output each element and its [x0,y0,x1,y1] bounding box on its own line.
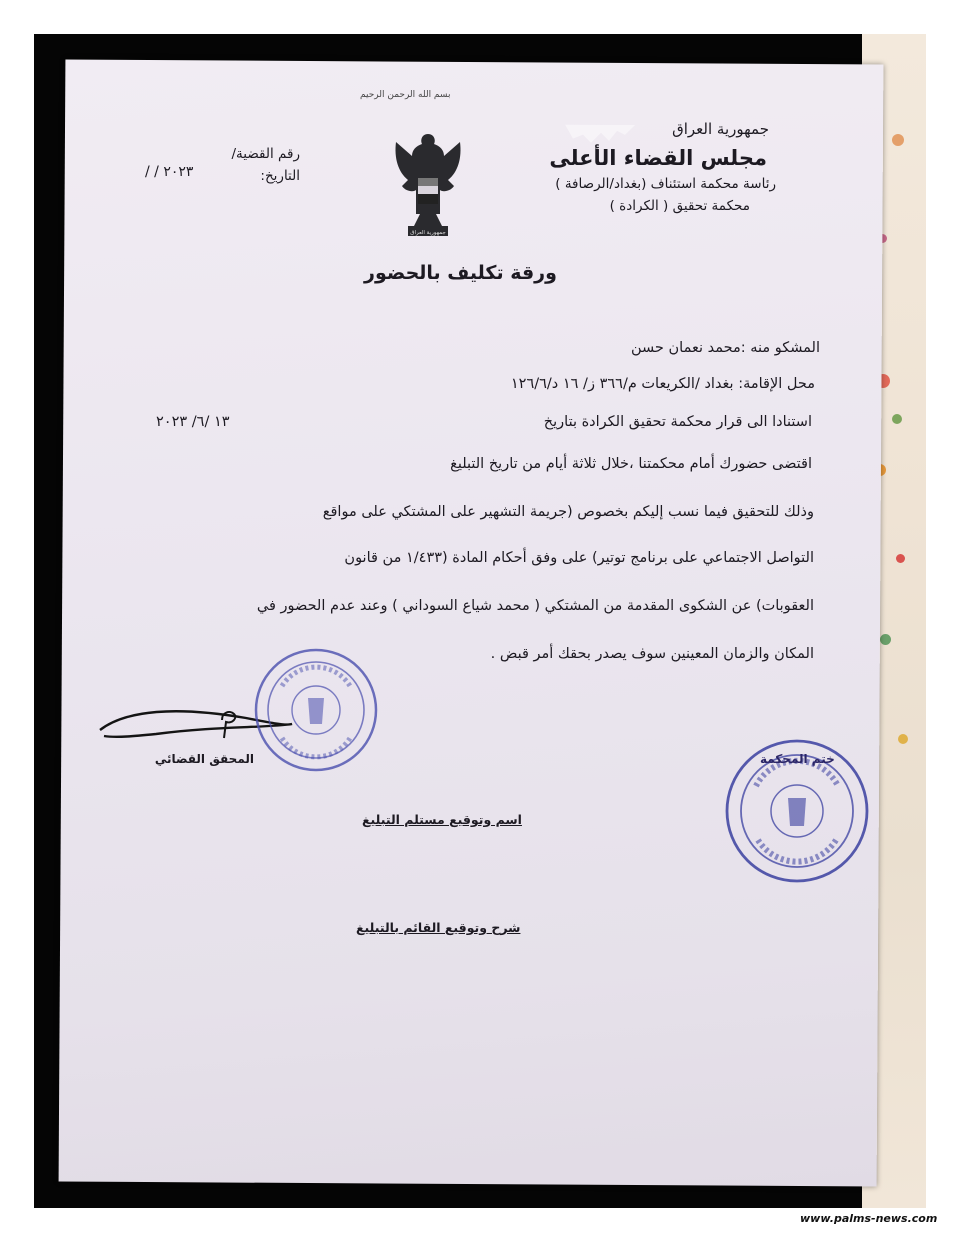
explanation-label: شرح وتوقيع القائم بالتبليغ [356,920,521,935]
date-value: / / ٢٠٢٣ [145,164,194,180]
basmala-text: بسم الله الرحمن الرحيم [360,90,451,100]
court-stamp-label: ختم المحكمة [760,752,835,766]
body-line-2: اقتضى حضورك أمام محكمتنا ،خلال ثلاثة أيام من تاريخ التبليغ [450,456,812,472]
case-number-label: رقم القضية/ [231,146,300,162]
court-seal-left-icon [252,646,380,774]
body-line-5: العقوبات) عن الشكوى المقدمة من المشتكي ( محمد شياع السوداني ) وعند عدم الحضور في [256,598,814,614]
decision-date: ١٣ /٦/ ٢٠٢٣ [156,414,230,430]
date-label: التاريخ: [260,168,300,184]
body-line-1: استنادا الى قرار محكمة تحقيق الكرادة بتاريخ [543,414,812,430]
investigator-label: المحقق القضائي [154,752,254,766]
defendant-line: المشكو منه :محمد نعمان حسن [630,340,820,356]
residence-line: محل الإقامة: بغداد /الكريعات م/٣٦٦ ز/ ١٦ د/١٢٦/٦ [510,376,815,392]
country-name: جمهورية العراق [672,120,769,138]
investigation-court-name: محكمة تحقيق ( الكرادة ) [609,198,750,214]
appeal-court-name: رئاسة محكمة استئناف (بغداد/الرصافة ) [555,176,776,192]
council-name: مجلس القضاء الأعلى [549,146,767,170]
recipient-signature-label: اسم وتوقيع مستلم التبليغ [362,812,522,827]
emblem-caption: جمهورية العراق [410,230,446,236]
document-title: ورقة تكليف بالحضور [364,262,557,284]
iraq-eagle-emblem-icon [386,128,470,240]
body-line-4: التواصل الاجتماعي على برنامج توتير) على وفق أحكام المادة (١/٤٣٣ من قانون [344,550,814,566]
body-line-6: المكان والزمان المعينين سوف يصدر بحقك أمر قبض . [490,646,814,662]
website-watermark[interactable]: www.palms-news.com [800,1212,938,1225]
body-line-3: وذلك للتحقيق فيما نسب إليكم بخصوص (جريمة التشهير على المشتكي على مواقع [322,504,814,520]
summons-document [59,60,884,1187]
